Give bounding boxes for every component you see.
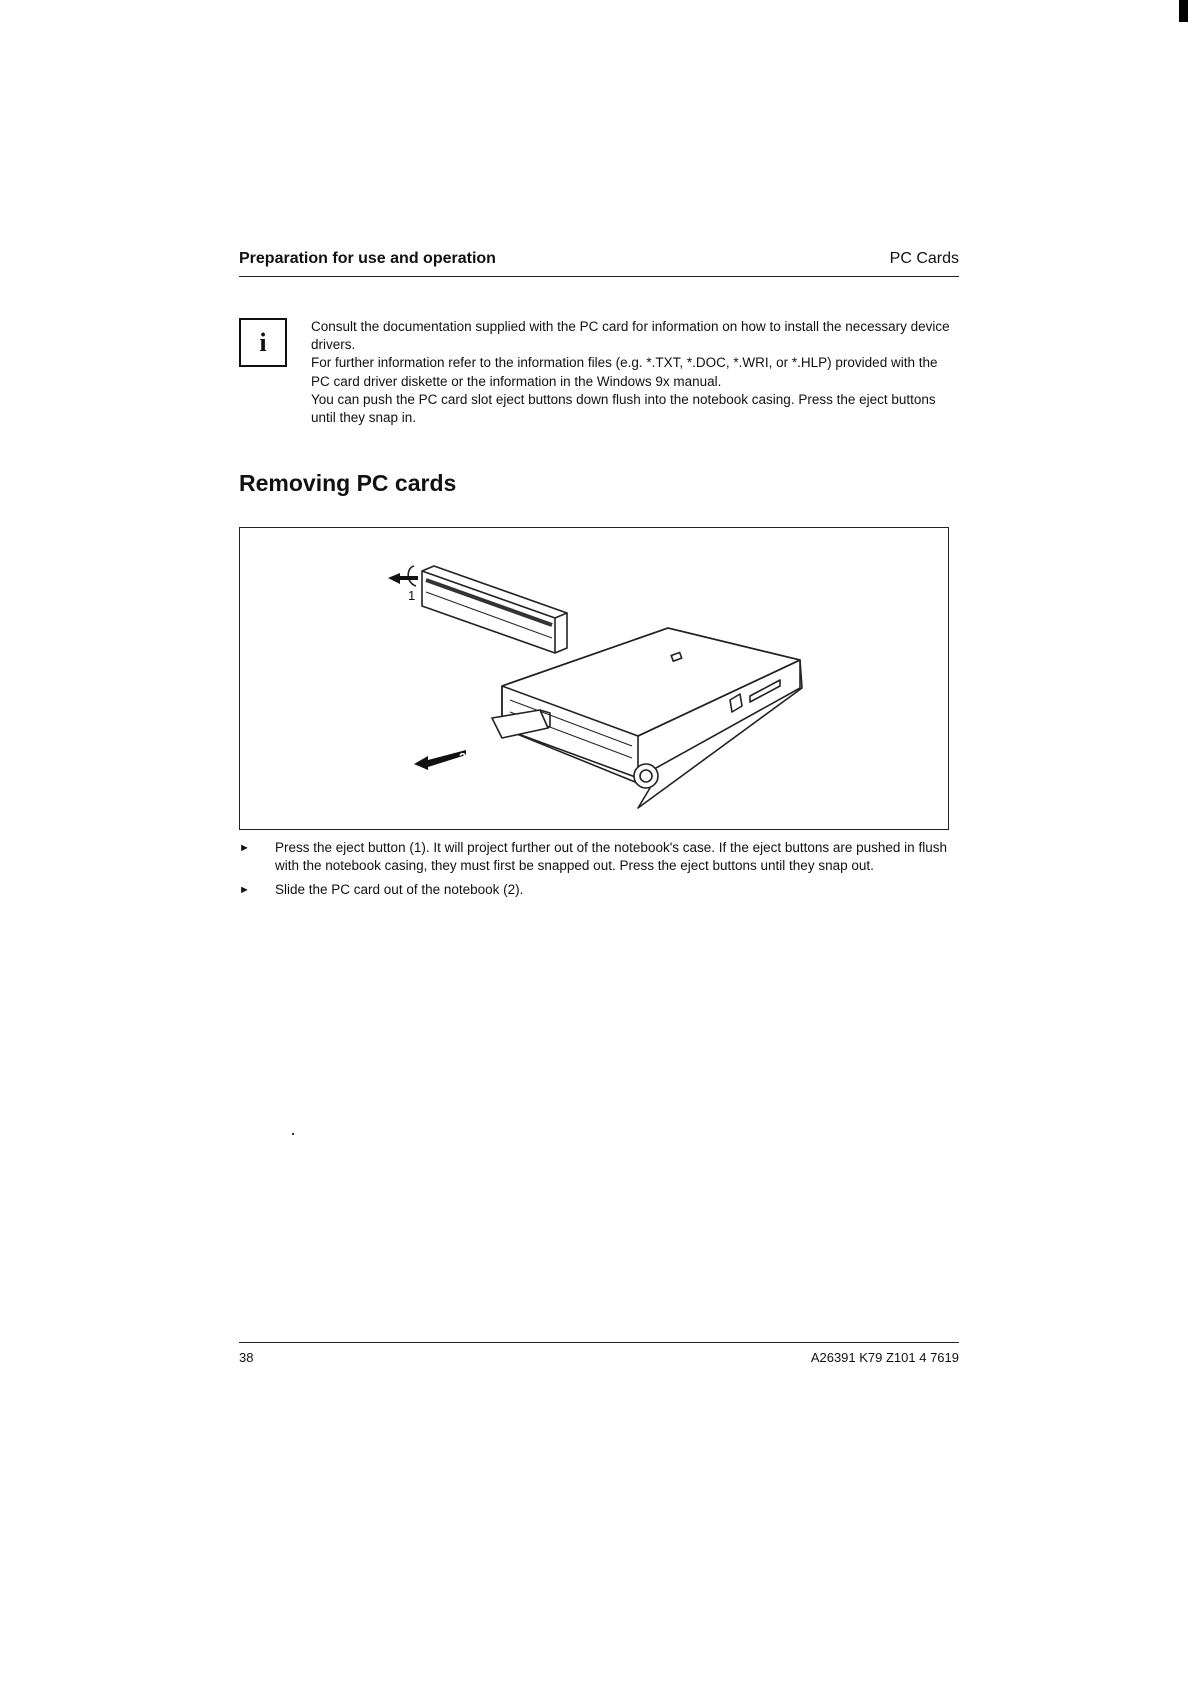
page-header	[239, 250, 959, 280]
instruction-steps	[239, 839, 959, 906]
page-number: 38	[239, 1350, 254, 1365]
info-icon: i	[239, 318, 287, 367]
section-title: Removing PC cards	[239, 470, 457, 496]
header-rule	[239, 276, 959, 277]
callout-2-label: 2	[459, 750, 467, 765]
info-text	[311, 318, 959, 427]
eject-button-drawing	[408, 566, 567, 653]
footer-rule	[239, 1342, 959, 1343]
info-paragraph: You can push the PC card slot eject buttons down flush into the notebook casing. Press the eject buttons until they snap in.	[311, 391, 936, 426]
callout-1-label: 1	[408, 588, 416, 603]
info-paragraph: Consult the documentation supplied with the PC card for information on how to install the necessary device drivers.	[311, 319, 950, 353]
figure-removing-pc-card	[239, 527, 949, 830]
header-topic: PC Cards	[889, 250, 959, 267]
step-text: Slide the PC card out of the notebook (2).	[275, 882, 524, 898]
bullet-arrow-icon: ►	[239, 842, 250, 854]
notebook-drawing	[502, 628, 802, 808]
step-item	[239, 839, 959, 875]
arrow-1-icon	[388, 573, 418, 584]
bullet-arrow-icon: ►	[239, 884, 250, 897]
notebook-pc-card-illustration	[240, 528, 950, 831]
scan-speck	[292, 1133, 294, 1135]
info-paragraph: For further information refer to the information files (e.g. *.TXT, *.DOC, *.WRI, or *.HLP) provided with the PC card driver diskette or the information in the Windows 9x manual.	[311, 355, 938, 389]
header-section-title: Preparation for use and operation	[239, 250, 496, 267]
step-item	[239, 881, 959, 899]
document-id: A26391 K79 Z101 4 7619	[810, 1350, 959, 1365]
scan-corner-mark	[1179, 0, 1188, 22]
page-footer	[239, 1342, 959, 1368]
step-text: Press the eject button (1). It will project further out of the notebook's case. If the eject buttons are pushed in flush with the notebook casing, they must first be snapped out. Press the eject buttons until they snap out.	[275, 840, 947, 874]
